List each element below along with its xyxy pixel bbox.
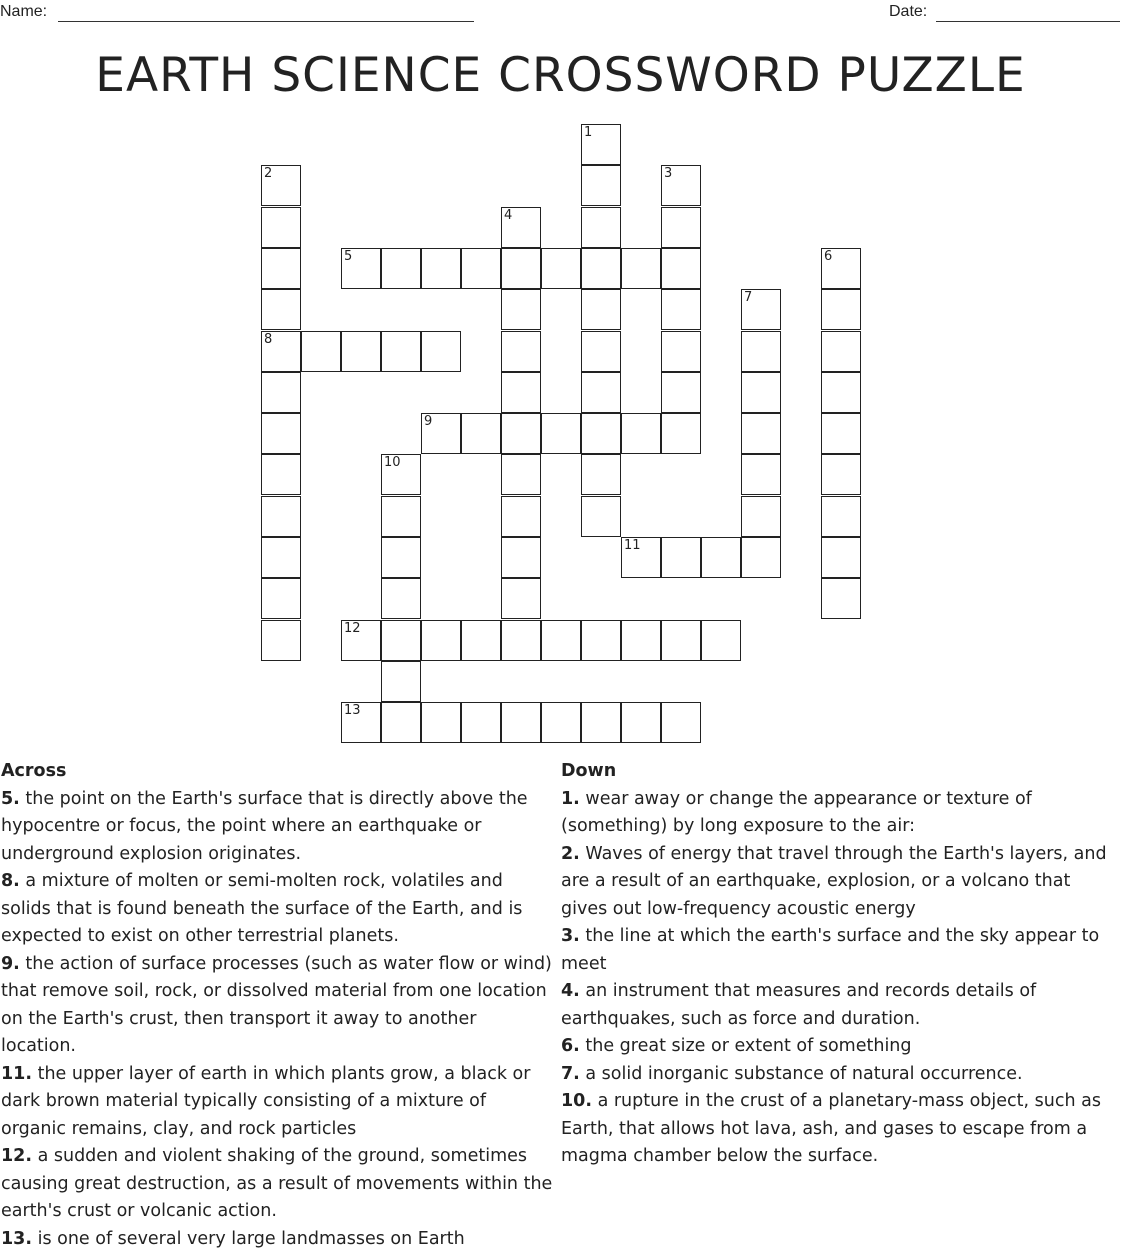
clue-number: 3	[664, 167, 672, 180]
clue-item	[1, 1143, 553, 1226]
grid-cell[interactable]	[741, 537, 781, 578]
grid-cell[interactable]	[541, 413, 581, 454]
grid-cell[interactable]	[621, 620, 661, 661]
grid-cell[interactable]	[821, 248, 861, 289]
grid-cell[interactable]	[381, 537, 421, 578]
grid-cell[interactable]	[701, 620, 741, 661]
grid-cell[interactable]	[821, 578, 861, 619]
clue-item	[561, 1088, 1119, 1171]
clue-item-number: 5.	[1, 789, 20, 809]
grid-cell[interactable]	[261, 620, 301, 661]
clue-number: 11	[624, 539, 641, 552]
clue-item-text: a rupture in the crust of a planetary-mass object, such as Earth, that allows hot lava, ash, and gases to escape from a magma chamber below the surface.	[561, 1091, 1101, 1166]
grid-cell[interactable]	[741, 496, 781, 537]
clue-item-text: the line at which the earth's surface and the sky appear to meet	[561, 926, 1099, 974]
grid-cell[interactable]	[581, 124, 621, 165]
grid-cell[interactable]	[701, 537, 741, 578]
clue-number: 1	[584, 126, 592, 139]
clue-item-text: a sudden and violent shaking of the ground, sometimes causing great destruction, as a result of movements within the earth's crust or volcanic action.	[1, 1146, 552, 1221]
name-label: Name:	[0, 3, 47, 21]
clue-number: 9	[424, 415, 432, 428]
grid-cell[interactable]	[261, 578, 301, 619]
clue-item	[1, 868, 553, 951]
grid-cell[interactable]	[821, 372, 861, 413]
clue-item-text: a solid inorganic substance of natural occurrence.	[580, 1064, 1023, 1084]
grid-cell[interactable]	[261, 496, 301, 537]
grid-cell[interactable]	[501, 207, 541, 248]
grid-cell[interactable]	[661, 289, 701, 330]
grid-cell[interactable]	[541, 702, 581, 743]
clue-item	[561, 786, 1119, 841]
grid-cell[interactable]	[381, 248, 421, 289]
grid-cell[interactable]	[261, 248, 301, 289]
grid-cell[interactable]	[821, 454, 861, 495]
clue-number: 2	[264, 167, 272, 180]
clue-item-number: 9.	[1, 954, 20, 974]
grid-cell[interactable]	[501, 578, 541, 619]
grid-cell[interactable]	[261, 207, 301, 248]
grid-cell[interactable]	[341, 248, 381, 289]
grid-cell[interactable]	[461, 620, 501, 661]
grid-cell[interactable]	[421, 413, 461, 454]
clue-item-number: 6.	[561, 1036, 580, 1056]
grid-cell[interactable]	[581, 289, 621, 330]
clue-item-number: 8.	[1, 871, 20, 891]
clue-number: 5	[344, 250, 352, 263]
grid-cell[interactable]	[261, 372, 301, 413]
grid-cell[interactable]	[381, 620, 421, 661]
grid-cell[interactable]	[381, 331, 421, 372]
clue-item-number: 7.	[561, 1064, 580, 1084]
clue-item	[561, 1033, 1119, 1061]
across-heading: Across	[1, 758, 553, 786]
grid-cell[interactable]	[501, 496, 541, 537]
clue-item-number: 11.	[1, 1064, 32, 1084]
grid-cell[interactable]	[661, 248, 701, 289]
grid-cell[interactable]	[301, 331, 341, 372]
grid-cell[interactable]	[421, 620, 461, 661]
grid-cell[interactable]	[661, 207, 701, 248]
grid-cell[interactable]	[461, 248, 501, 289]
grid-cell[interactable]	[461, 702, 501, 743]
grid-cell[interactable]	[741, 372, 781, 413]
grid-cell[interactable]	[381, 702, 421, 743]
grid-cell[interactable]	[581, 207, 621, 248]
grid-cell[interactable]	[341, 331, 381, 372]
grid-cell[interactable]	[581, 702, 621, 743]
grid-cell[interactable]	[501, 248, 541, 289]
grid-cell[interactable]	[621, 248, 661, 289]
grid-cell[interactable]	[741, 289, 781, 330]
clue-item	[561, 1061, 1119, 1089]
grid-cell[interactable]	[821, 537, 861, 578]
grid-cell[interactable]	[741, 331, 781, 372]
clue-number: 12	[344, 622, 361, 635]
clue-number: 13	[344, 704, 361, 717]
date-label: Date:	[889, 3, 927, 21]
grid-cell[interactable]	[621, 413, 661, 454]
grid-cell[interactable]	[661, 331, 701, 372]
grid-cell[interactable]	[621, 537, 661, 578]
clue-item	[561, 841, 1119, 924]
grid-cell[interactable]	[381, 496, 421, 537]
clue-item-text: is one of several very large landmasses on Earth	[32, 1229, 465, 1249]
grid-cell[interactable]	[381, 661, 421, 702]
grid-cell[interactable]	[261, 331, 301, 372]
clue-item-number: 10.	[561, 1091, 592, 1111]
clue-item-number: 3.	[561, 926, 580, 946]
clue-item	[1, 951, 553, 1061]
grid-cell[interactable]	[821, 413, 861, 454]
grid-cell[interactable]	[741, 454, 781, 495]
grid-cell[interactable]	[821, 289, 861, 330]
grid-cell[interactable]	[581, 331, 621, 372]
clue-item	[1, 786, 553, 869]
grid-cell[interactable]	[501, 620, 541, 661]
grid-cell[interactable]	[821, 331, 861, 372]
clue-number: 7	[744, 291, 752, 304]
clue-item-text: the action of surface processes (such as water flow or wind) that remove soil, rock, or dissolved material from one location on the Earth's crust, then transport it away to another location.	[1, 954, 552, 1057]
grid-cell[interactable]	[661, 537, 701, 578]
grid-cell[interactable]	[501, 454, 541, 495]
grid-cell[interactable]	[661, 413, 701, 454]
down-heading: Down	[561, 758, 1119, 786]
grid-cell[interactable]	[421, 702, 461, 743]
clue-item	[1, 1061, 553, 1144]
grid-cell[interactable]	[661, 165, 701, 206]
grid-cell[interactable]	[421, 248, 461, 289]
grid-cell[interactable]	[541, 620, 581, 661]
grid-cell[interactable]	[581, 413, 621, 454]
clue-item-number: 13.	[1, 1229, 32, 1249]
clue-item-number: 4.	[561, 981, 580, 1001]
grid-cell[interactable]	[501, 331, 541, 372]
clue-item	[561, 923, 1119, 978]
grid-cell[interactable]	[581, 496, 621, 537]
clue-number: 8	[264, 333, 272, 346]
grid-cell[interactable]	[501, 537, 541, 578]
grid-cell[interactable]	[461, 413, 501, 454]
clue-item-text: the great size or extent of something	[580, 1036, 912, 1056]
grid-cell[interactable]	[341, 620, 381, 661]
grid-cell[interactable]	[261, 165, 301, 206]
grid-cell[interactable]	[581, 248, 621, 289]
grid-cell[interactable]	[581, 372, 621, 413]
clue-number: 10	[384, 456, 401, 469]
grid-cell[interactable]	[501, 702, 541, 743]
clue-number: 6	[824, 250, 832, 263]
clue-item-text: the point on the Earth's surface that is directly above the hypocentre or focus, the point where an earthquake or underground explosion originates.	[1, 789, 528, 864]
grid-cell[interactable]	[501, 413, 541, 454]
clue-item-text: Waves of energy that travel through the Earth's layers, and are a result of an earthquake, explosion, or a volcano that gives out low-frequency acoustic energy	[561, 844, 1107, 919]
grid-cell[interactable]	[261, 537, 301, 578]
clue-item	[561, 978, 1119, 1033]
clue-item-text: wear away or change the appearance or texture of (something) by long exposure to the air:	[561, 789, 1032, 837]
grid-cell[interactable]	[661, 702, 701, 743]
clue-item-text: a mixture of molten or semi-molten rock, volatiles and solids that is found beneath the surface of the Earth, and is expected to exist on other terrestrial planets.	[1, 871, 522, 946]
grid-cell[interactable]	[661, 372, 701, 413]
grid-cell[interactable]	[581, 620, 621, 661]
grid-cell[interactable]	[621, 702, 661, 743]
clue-item-number: 12.	[1, 1146, 32, 1166]
grid-cell[interactable]	[381, 578, 421, 619]
puzzle-title: EARTH SCIENCE CROSSWORD PUZZLE	[0, 48, 1121, 103]
grid-cell[interactable]	[381, 454, 421, 495]
grid-cell[interactable]	[741, 413, 781, 454]
clue-item-number: 1.	[561, 789, 580, 809]
grid-cell[interactable]	[541, 248, 581, 289]
grid-cell[interactable]	[341, 702, 381, 743]
grid-cell[interactable]	[821, 496, 861, 537]
grid-cell[interactable]	[261, 289, 301, 330]
down-clues	[561, 758, 1119, 1171]
across-clues	[1, 758, 553, 1253]
clue-number: 4	[504, 209, 512, 222]
grid-cell[interactable]	[261, 413, 301, 454]
grid-cell[interactable]	[501, 372, 541, 413]
grid-cell[interactable]	[581, 165, 621, 206]
grid-cell[interactable]	[581, 454, 621, 495]
grid-cell[interactable]	[501, 289, 541, 330]
clue-item-text: an instrument that measures and records details of earthquakes, such as force and duration.	[561, 981, 1036, 1029]
grid-cell[interactable]	[421, 331, 461, 372]
clue-item	[1, 1226, 553, 1253]
clue-item-text: the upper layer of earth in which plants grow, a black or dark brown material typically consisting of a mixture of organic remains, clay, and rock particles	[1, 1064, 530, 1139]
grid-cell[interactable]	[261, 454, 301, 495]
clue-item-number: 2.	[561, 844, 580, 864]
grid-cell[interactable]	[661, 620, 701, 661]
